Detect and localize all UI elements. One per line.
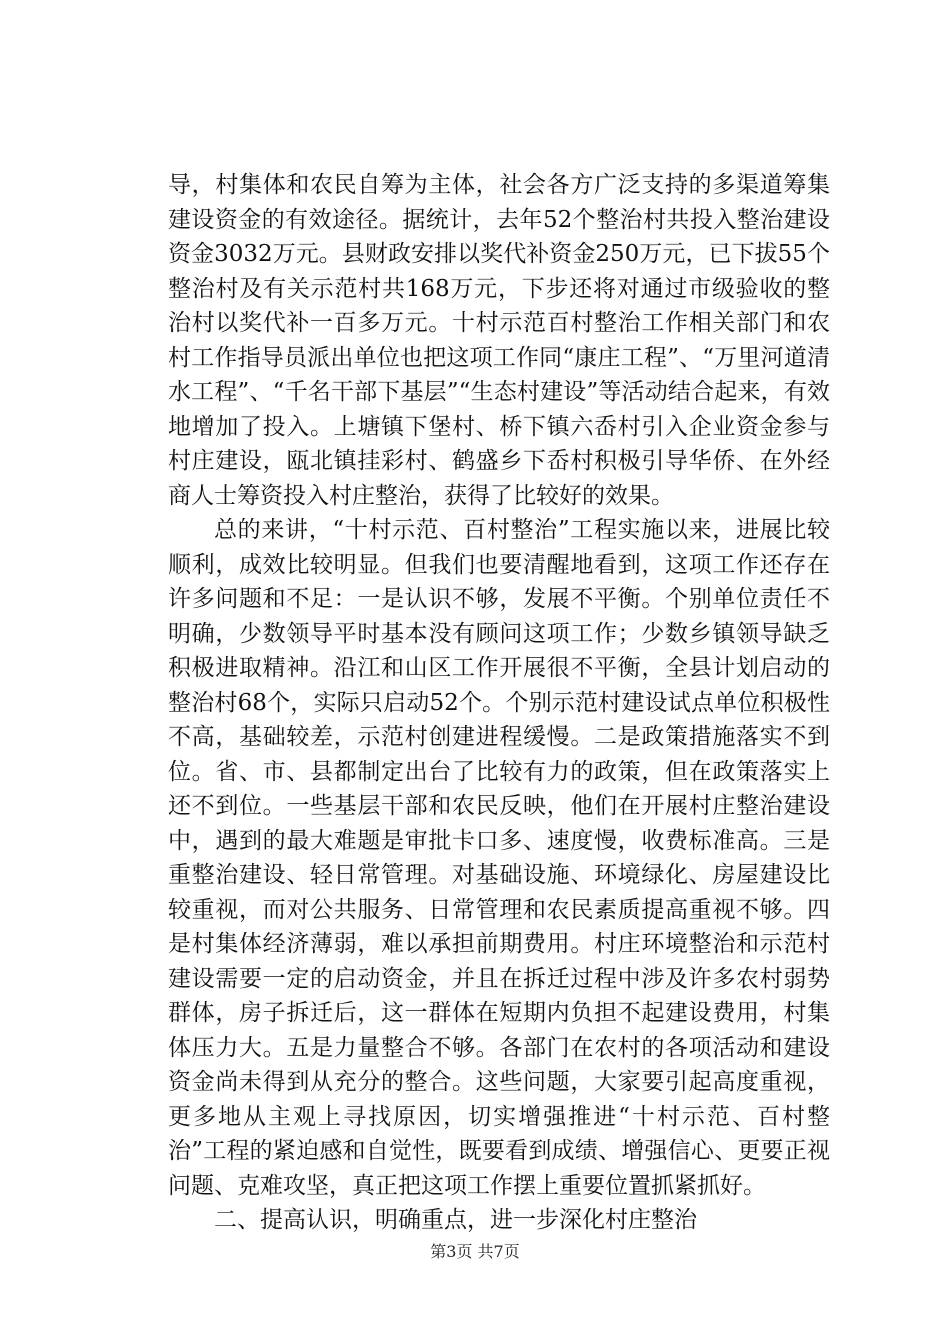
- section-heading: 二、提高认识，明确重点，进一步深化村庄整治: [214, 1207, 697, 1233]
- paragraph-summary-problems: 总的来讲，“十村示范、百村整治”工程实施以来，进展比较顺利，成效比较明显。但我们也要清醒地看到，这项工作还存在许多问题和不足：一是认识不够，发展不平衡。个别单位责任不明确，少数领导平时基本没有顾问这项工作；少数乡镇领导缺乏积极进取精神。沿江和山区工作开展很不平衡，全县计划启动的整治村68个，实际只启动52个。个别示范村建设试点单位积极性不高，基础较差，示范村创建进程缓慢。二是政策措施落实不到位。省、市、县都制定出台了比较有力的政策，但在政策落实上还不到位。一些基层干部和农民反映，他们在开展村庄整治建设中，遇到的最大难题是审批卡口多、速度慢，收费标准高。三是重整治建设、轻日常管理。对基础设施、环境绿化、房屋建设比较重视，而对公共服务、日常管理和农民素质提高重视不够。四是村集体经济薄弱，难以承担前期费用。村庄环境整治和示范村建设需要一定的启动资金，并且在拆迁过程中涉及许多农村弱势群体，房子拆迁后，这一群体在短期内负担不起建设费用，村集体压力大。五是力量整合不够。各部门在农村的各项活动和建设资金尚未得到从充分的整合。这些问题，大家要引起高度重视，更多地从主观上寻找原因，切实增强推进“十村示范、百村整治”工程的紧迫感和自觉性，既要看到成绩、增强信心、更要正视问题、克难攻坚，真正把这项工作摆上重要位置抓紧抓好。: [168, 517, 830, 1199]
- paragraph-funding: 导，村集体和农民自筹为主体，社会各方广泛支持的多渠道筹集建设资金的有效途径。据统计，去年52个整治村共投入整治建设资金3032万元。县财政安排以奖代补资金250万元，已下拔55个整治村及有关示范村共168万元，下步还将对通过市级验收的整治村以奖代补一百多万元。十村示范百村整治工作相关部门和农村工作指导员派出单位也把这项工作同“康庄工程”、“万里河道清水工程”、“千名干部下基层”“生态村建设”等活动结合起来，有效地增加了投入。上塘镇下堡村、桥下镇六岙村引入企业资金参与村庄建设，瓯北镇挂彩村、鹤盛乡下岙村积极引导华侨、在外经商人士筹资投入村庄整治，获得了比较好的效果。: [168, 172, 830, 509]
- page-footer: 第3页 共7页: [430, 1242, 520, 1261]
- document-body: [168, 168, 830, 1238]
